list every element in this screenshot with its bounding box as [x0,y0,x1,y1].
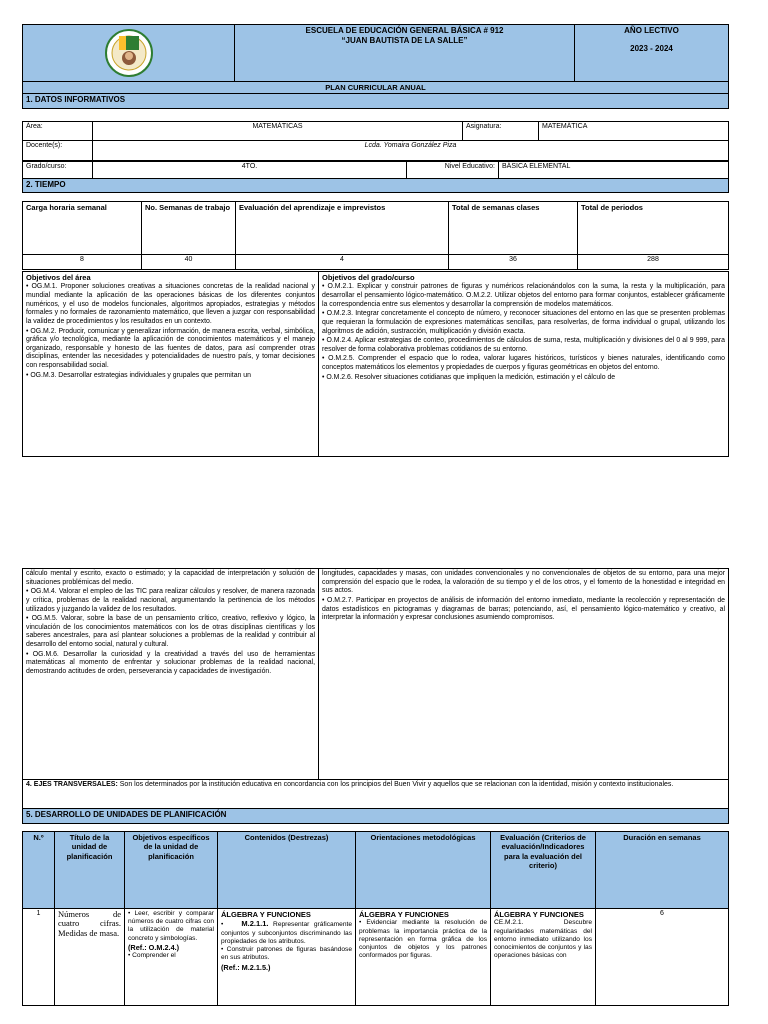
objetivos-grado-cell-cont [319,569,729,780]
school-name-line1: ESCUELA DE EDUCACIÓN GENERAL BÁSICA # 912 [305,26,504,35]
objetivo-grado-item: • O.M.2.6. Resolver situaciones cotidianas que impliquen la medición, estimación y el cálculo de [322,373,616,381]
school-seal-icon [101,28,157,78]
unit-contenidos-text1: Representar gráficamente conjuntos y subconjuntos discriminando las propiedades de los atributos. [221,921,352,945]
objetivo-grado-item: • O.M.2.5. Comprender el espacio que lo rodea, valorar lugares históricos, turísticos y bienes naturales, identificando como conceptos matemáticos los elementos y propiedades de cuerpos y figuras geométricas en objetos del entorno. [322,355,725,371]
school-year-cell [575,25,729,82]
ejes-title: 4. EJES TRANSVERSALES: [26,781,118,788]
unit-eval-text: CE.M.2.1. Descubre regularidades matemáticas del entorno inmediato utilizando los conocimientos de conjuntos y las operaciones básicas con [494,919,592,960]
desarrollo-section-title: 5. DESARROLLO DE UNIDADES DE PLANIFICACIÓN [23,809,729,824]
objetivo-area-item: • OG.M.6. Desarrollar la curiosidad y la creatividad a través del uso de herramientas matemáticas al momento de enfrentar y solucionar problemas de la realidad nacional, demostrando actitudes de orden, perseverancia y capacidades de investigación. [26,650,315,675]
docente-value: Lcda. Yomaira González Piza [93,141,729,161]
unit-orient-title: ÁLGEBRA Y FUNCIONES [359,910,449,919]
unit-duracion: 6 [596,909,729,1006]
desarrollo-table [22,831,729,1006]
unit-contenidos-text2: • Construir patrones de figuras basándose en sus atributos. [221,946,352,962]
tiempo-value-evaluacion: 4 [236,255,449,270]
unit-num: 1 [23,909,55,1006]
col-header-evaluacion: Evaluación (Criterios de evaluación/Indicadores para la evaluación del criterio) [491,832,596,909]
tiempo-header-evaluacion: Evaluación del aprendizaje e imprevistos [236,202,449,255]
school-name-line2: “JUAN BAUTISTA DE LA SALLE” [341,36,468,45]
col-header-orientaciones: Orientaciones metodológicas [356,832,491,909]
col-header-num: N.º [23,832,55,909]
tiempo-header-total-semanas: Total de semanas clases [449,202,578,255]
objetivo-area-item: • OG.M.1. Proponer soluciones creativas a situaciones concretas de la realidad nacional y mundial mediante la aplicación de las operaciones básicas de los diferentes conjuntos numéricos, y el uso de modelos funcionales, algoritmos apropiados, estrategias y métodos formales y no formales de razonamiento matemático, que lleven a juzgar con responsabilidad la validez de procedimientos y los resultados en un contexto. [26,283,315,325]
objetivo-grado-item: • O.M.2.1. Explicar y construir patrones de figuras y numéricos relacionándolos con la suma, la resta y la multiplicación, para desarrollar el pensamiento lógico-matemático. O.M.2.2. Utilizar objetos del entorno para formar conjuntos, establecer gráficamente la correspondencia entre sus elementos y desarrollar la comprensión de modelos matemáticos. [322,283,725,308]
unit-objetivos [125,909,218,1006]
unit-orient-text: • Evidenciar mediante la resolución de problemas la importancia práctica de la representación en forma gráfica de los conjuntos de objetos y los patrones conformados por figuras. [359,919,487,960]
docente-label: Docente(s): [23,141,93,161]
objetivos-area-cell [23,272,319,457]
unit-titulo: Números de cuatro cifras. Medidas de masa. [55,909,125,1006]
grado-label: Grado/curso: [23,162,93,179]
objetivos-table-2 [22,568,729,824]
objetivo-area-item: • OG.M.5. Valorar, sobre la base de un pensamiento crítico, creativo, reflexivo y lógico, la vinculación de los conocimientos matemáticos con los de otras disciplinas científicas y los saberes ancestrales, para así plantear soluciones a problemas de la realidad y contribuir al desarrollo del entorno social, natural y cultural. [26,615,315,648]
nivel-label: Nivel Educativo: [407,162,499,179]
objetivo-grado-item: • O.M.2.3. Integrar concretamente el concepto de número, y reconocer situaciones del entorno en las que se presenten problemas que requieran la formulación de expresiones matemáticas sencillas, para resolverlas, de forma individual o grupal, utilizando los algoritmos de adición, sustracción, multiplicación y división exacta. [322,310,725,335]
nivel-value: BÁSICA ELEMENTAL [499,162,729,179]
objetivo-grado-item: • O.M.2.7. Participar en proyectos de análisis de información del entorno inmediato, mediante la recolección y representación de datos estadísticos en pictogramas y diagramas de barras; potenciando, así, el pensamiento lógico-matemático y creativo, al interpretar la información y expresar conclusiones asumiendo compromisos. [322,596,725,622]
objetivo-area-item: • OG.M.2. Producir, comunicar y generalizar información, de manera escrita, verbal, simbólica, gráfica y/o tecnológica, mediante la aplicación de conocimientos matemáticos y el manejo organizado, responsable y honesto de las fuentes de datos, para así comprender otras disciplinas, entender las necesidades y potencialidades de nuestro país, y tomar decisiones con responsabilidad social. [26,327,315,369]
unit-objetivos-ref: (Ref.: O.M.2.4.) [128,942,180,952]
header-table [22,24,729,109]
tiempo-header-total-periodos: Total de periodos [578,202,729,255]
datos-table [22,121,729,161]
school-name-cell [235,25,575,82]
objetivos-area-title: Objetivos del área [26,273,91,282]
objetivos-grado-cell [319,272,729,457]
logo-cell [23,25,235,82]
tiempo-table [22,201,729,270]
grado-table [22,161,729,193]
col-header-objetivos: Objetivos específicos de la unidad de planificación [125,832,218,909]
year-label: AÑO LECTIVO [624,26,679,35]
objetivos-table-1 [22,271,729,457]
objetivo-area-item: cálculo mental y escrito, exacto o estimado; y la capacidad de interpretación y solución de situaciones problémicas del medio. [26,570,315,586]
objetivo-grado-item: longitudes, capacidades y masas, con unidades convencionales y no convencionales de objetos de su entorno, para una mejor comprensión del espacio que le rodea, la valoración de su tiempo y el de los otros, y el fomento de la honestidad e integridad en sus actos. [322,570,725,595]
col-header-titulo: Título de la unidad de planificación [55,832,125,909]
objetivo-grado-item: • O.M.2.4. Aplicar estrategias de conteo, procedimientos de cálculos de suma, resta, multiplicación y divisiones del 0 al 9 999, para resolver de forma colaborativa problemas cotidianos de su entorno. [322,337,725,353]
tiempo-value-total-periodos: 288 [578,255,729,270]
unit-objetivos-text: • Leer, escribir y comparar números de cuatro cifras con la utilización de material concreto y simbologías. [128,910,214,942]
unit-contenidos-ref: (Ref.: M.2.1.5.) [221,962,271,972]
ejes-text: Son los determinados por la institución educativa en concordancia con los principios del Buen Vivir y aquellos que se relacionan con la identidad, misión y contexto institucionales. [117,781,674,788]
grado-value: 4TO. [93,162,407,179]
asignatura-label: Asignatura: [463,122,539,141]
unit-contenidos: ÁLGEBRA Y FUNCIONES • M.2.1.1. Representar gráficamente conjuntos y subconjuntos discriminando las propiedades de los atributos. • Construir patrones de figuras basándose en sus atributos. (Ref.: M.2.1.5.) [218,909,356,1006]
unit-objetivos-more: • Comprender el [128,952,176,960]
year-value: 2023 - 2024 [630,44,673,53]
objetivos-area-cell-cont [23,569,319,780]
unit-evaluacion [491,909,596,1006]
tiempo-header-semanas: No. Semanas de trabajo [142,202,236,255]
col-header-contenidos: Contenidos (Destrezas) [218,832,356,909]
asignatura-value: MATEMÁTICA [539,122,729,141]
datos-section-title: 1. DATOS INFORMATIVOS [23,94,729,109]
ejes-transversales [23,780,729,809]
area-value: MATEMÁTICAS [93,122,463,141]
objetivo-area-item: • OG.M.4. Valorar el empleo de las TIC para realizar cálculos y resolver, de manera razonada y crítica, problemas de la realidad nacional, argumentando la pertinencia de los métodos utilizados y juzgando la validez de los resultados. [26,588,315,613]
tiempo-section-title: 2. TIEMPO [23,179,729,193]
plan-title: PLAN CURRICULAR ANUAL [23,82,729,94]
unit-eval-title: ÁLGEBRA Y FUNCIONES [494,910,584,919]
unit-contenidos-code: M.2.1.1. [241,919,269,929]
tiempo-value-carga: 8 [23,255,142,270]
tiempo-value-semanas: 40 [142,255,236,270]
objetivo-area-item: • OG.M.3. Desarrollar estrategias individuales y grupales que permitan un [26,371,251,379]
objetivos-grado-title: Objetivos del grado/curso [322,273,415,282]
tiempo-value-total-semanas: 36 [449,255,578,270]
unit-orientaciones [356,909,491,1006]
unit-contenidos-title: ÁLGEBRA Y FUNCIONES [221,910,311,919]
tiempo-header-carga: Carga horaria semanal [23,202,142,255]
area-label: Área: [23,122,93,141]
col-header-duracion: Duración en semanas [596,832,729,909]
